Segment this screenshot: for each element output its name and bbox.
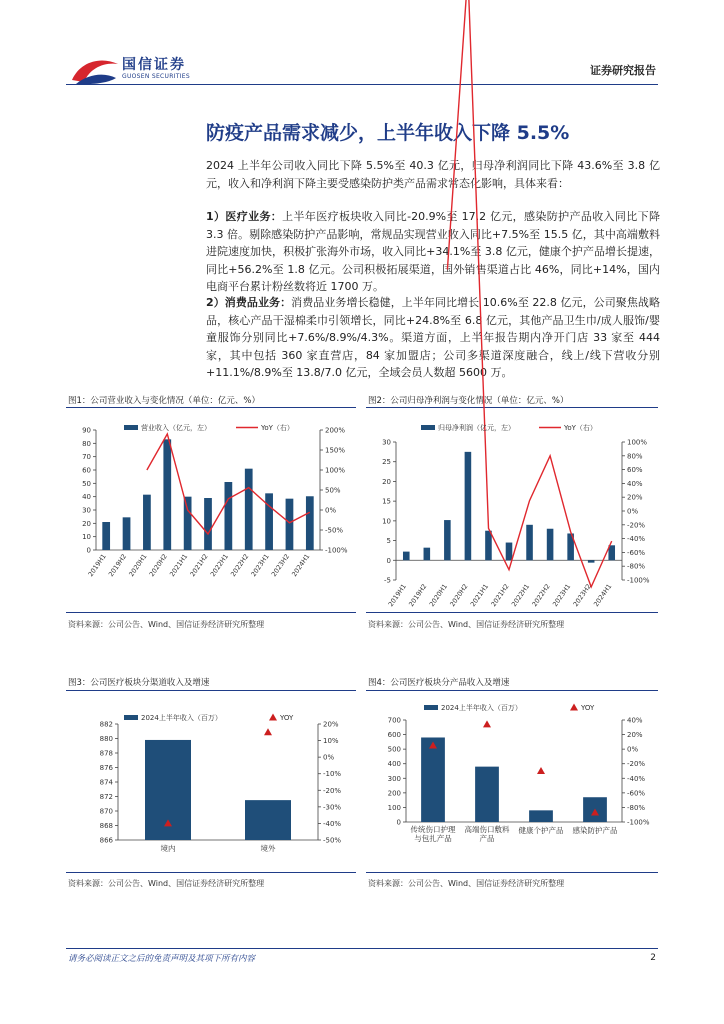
fig2-category-label: 2020H1: [427, 582, 450, 609]
fig4-title: 图4：公司医疗板块分产品收入及增速: [368, 678, 510, 688]
fig1-left-tick-label: 70: [82, 453, 91, 462]
fig1-category-label: 2019H2: [106, 552, 129, 579]
fig1-bar: [143, 495, 151, 550]
fig1-left-tick-label: 90: [82, 426, 91, 435]
fig1-bar: [224, 482, 232, 550]
fig4-yoy-marker: [483, 720, 491, 727]
fig3-right-tick-label: 10%: [323, 737, 339, 746]
fig2-category-label: 2019H1: [386, 582, 408, 609]
fig2-right-tick-label: 80%: [627, 452, 643, 461]
fig2-category-label: 2024H1: [592, 582, 614, 609]
fig3-right-tick-label: -40%: [323, 819, 342, 828]
fig1-bar: [123, 517, 131, 550]
fig3-right-tick-label: -10%: [323, 770, 342, 779]
fig3-title: 图3：公司医疗板块分渠道收入及增速: [68, 678, 210, 688]
paragraph-medical-label: 1）医疗业务：: [206, 210, 283, 223]
fig4-right-tick-label: 0%: [627, 745, 639, 754]
fig4-bottom-rule: [366, 872, 658, 873]
fig4-bar: [529, 810, 553, 822]
fig4-left-tick-label: 400: [387, 760, 401, 769]
fig3-right-tick-label: 20%: [323, 720, 339, 729]
fig2-category-label: 2022H1: [509, 582, 532, 609]
fig1-right-tick-label: -50%: [325, 526, 344, 535]
paragraph-medical: [206, 208, 660, 296]
fig4-legend-marker-label: YOY: [581, 704, 595, 712]
fig3-left-tick-label: 880: [99, 735, 113, 743]
fig4-legend-bar-label: 2024上半年收入（百万）: [441, 704, 522, 712]
fig1-category-label: 2021H1: [168, 552, 190, 579]
paragraph-medical-text: 上半年医疗板块收入同比-20.9%至 17.2 亿元，感染防护产品收入同比下降 3.3 倍。剔除感染防护产品影响，常规品实现营业收入同比+7.5%至 15.5 亿，其中高端敷料进院速度加快，积极扩张海外市场，收入同比+34.1%至 3.8 亿元，健康个护产品增长提速，同比+56.2%至 1.8 亿元。公司积极拓展渠道，国外销售渠道占比 46%，同比+14%，国内电商平台累计粉丝数将近 1700 万。: [206, 210, 660, 294]
fig2-left-tick-label: 5: [386, 537, 391, 546]
fig4-category-label-line2: 与包扎产品: [414, 834, 452, 843]
fig1-bar: [245, 469, 253, 550]
fig1-bar: [286, 499, 294, 550]
fig4-category-label: 健康个护产品: [518, 826, 564, 835]
fig2-bar: [506, 543, 513, 561]
fig3-left-tick-label: 866: [99, 836, 113, 845]
fig2-bar: [588, 560, 595, 562]
fig4-left-tick-label: 600: [387, 731, 401, 740]
company-name-en: GUOSEN SECURITIES: [122, 73, 191, 80]
fig2-left-tick-label: 20: [382, 477, 391, 486]
fig1-bar: [102, 522, 110, 550]
fig3-left-tick-label: 868: [99, 822, 113, 830]
fig4-right-tick-label: -40%: [627, 774, 646, 783]
fig3-legend-marker-label: YOY: [280, 714, 294, 722]
fig2-right-tick-label: 0%: [627, 507, 639, 516]
fig1-bar: [204, 498, 212, 550]
fig4-right-tick-label: -100%: [627, 818, 650, 827]
fig4-category-label-line1: 传统伤口护理: [410, 825, 456, 834]
fig3-right-tick-label: 0%: [323, 753, 335, 762]
report-type: 证券研究报告: [590, 64, 656, 77]
fig2-left-tick-label: 15: [382, 497, 391, 506]
fig2-category-label: 2023H1: [551, 582, 573, 609]
fig2-right-tick-label: 100%: [627, 438, 648, 447]
fig1-legend-line-label: YoY（右）: [261, 424, 294, 432]
fig3-left-tick-label: 878: [99, 749, 113, 758]
fig1-category-label: 2022H1: [208, 552, 231, 579]
fig4-category-label-line1: 高端伤口敷料: [464, 825, 510, 834]
fig1-top-rule: [66, 407, 356, 408]
fig3-left-tick-label: 872: [99, 793, 113, 801]
fig4-left-tick-label: 700: [387, 716, 401, 725]
fig4-left-tick-label: 500: [387, 745, 401, 754]
company-name: 国信证券: [122, 57, 186, 73]
fig1-category-label: 2021H2: [188, 552, 210, 579]
fig1-title: 图1：公司营业收入与变化情况（单位：亿元、%）: [68, 396, 260, 406]
fig4-left-tick-label: 0: [396, 818, 401, 827]
section-title: 防疫产品需求减少，上半年收入下降 5.5%: [206, 122, 570, 144]
fig1-category-label: 2023H2: [269, 552, 292, 579]
fig4-right-tick-label: -60%: [627, 789, 646, 798]
fig2-title: 图2：公司归母净利润与变化情况（单位：亿元、%）: [368, 396, 569, 406]
fig4-right-tick-label: 40%: [627, 716, 643, 725]
fig4-legend-bar-swatch: [424, 705, 438, 710]
fig4-left-tick-label: 200: [387, 789, 401, 798]
fig1-bottom-rule: [66, 612, 356, 613]
fig1-right-tick-label: -100%: [325, 546, 348, 555]
fig4-category-label: 感染防护产品: [572, 826, 618, 835]
fig3-bottom-rule: [66, 872, 356, 873]
paragraph-summary: [206, 157, 660, 192]
fig2-bar: [485, 531, 492, 561]
fig1-legend-bar-label: 营业收入（亿元，左）: [141, 424, 211, 432]
fig3-chart: [66, 694, 356, 869]
fig1-right-tick-label: 50%: [325, 486, 341, 495]
fig1-left-tick-label: 50: [82, 479, 91, 488]
fig3-left-tick-label: 876: [99, 764, 113, 772]
footer-disclaimer: 请务必阅读正文之后的免责声明及其项下所有内容: [68, 954, 256, 964]
fig3-category-label: 境内: [160, 844, 176, 853]
fig2-bottom-rule: [366, 612, 658, 613]
fig4-bar: [475, 767, 499, 822]
fig3-left-tick-label: 874: [99, 778, 113, 787]
fig3-right-tick-label: -20%: [323, 786, 342, 795]
fig1-category-label: 2024H1: [290, 552, 312, 579]
fig3-legend-bar-swatch: [124, 715, 138, 720]
fig2-category-label: 2019H2: [407, 582, 429, 609]
fig2-top-rule: [366, 407, 658, 408]
fig1-legend-bar-swatch: [124, 425, 138, 430]
fig1-right-tick-label: 150%: [325, 446, 346, 455]
fig3-category-label: 境外: [260, 844, 276, 853]
fig3-legend-bar-label: 2024上半年收入（百万）: [141, 714, 222, 722]
fig1-bar: [265, 493, 273, 550]
fig4-left-tick-label: 100: [387, 803, 401, 812]
fig2-chart: [366, 410, 658, 609]
fig2-category-label: 2023H2: [571, 582, 593, 609]
fig4-bar: [421, 737, 445, 822]
fig2-bar: [547, 529, 554, 561]
fig4-right-tick-label: -20%: [627, 760, 646, 769]
fig1-right-tick-label: 200%: [325, 426, 346, 435]
fig1-category-label: 2022H2: [229, 552, 251, 579]
fig1-left-tick-label: 20: [82, 519, 91, 528]
fig1-bar: [184, 497, 192, 550]
fig2-right-tick-label: 20%: [627, 493, 643, 502]
fig4-left-tick-label: 300: [387, 774, 401, 783]
fig1-right-tick-label: 100%: [325, 466, 346, 475]
fig1-left-tick-label: 30: [82, 506, 91, 515]
page-number: 2: [650, 953, 656, 963]
fig4-right-tick-label: -80%: [627, 803, 646, 812]
fig4-yoy-marker: [537, 767, 545, 774]
fig2-left-tick-label: 0: [386, 556, 391, 565]
fig3-left-tick-label: 882: [99, 720, 113, 729]
fig2-right-tick-label: 40%: [627, 479, 643, 488]
fig1-bar: [163, 439, 171, 550]
fig3-top-rule: [66, 690, 356, 691]
fig2-bar: [403, 552, 410, 561]
fig1-left-tick-label: 60: [82, 466, 91, 475]
fig1-category-label: 2020H2: [147, 552, 169, 579]
fig3-right-tick-label: -30%: [323, 803, 342, 812]
fig4-legend-marker-swatch: [570, 704, 578, 711]
fig1-bar: [306, 496, 314, 550]
fig4-top-rule: [366, 690, 658, 691]
fig2-bar: [424, 548, 431, 561]
footer-divider: [66, 948, 658, 949]
fig2-right-tick-label: -20%: [627, 521, 646, 530]
fig2-left-tick-label: 30: [382, 438, 391, 447]
fig3-source: 资料来源：公司公告、Wind、国信证券经济研究所整理: [68, 879, 265, 888]
fig3-yoy-marker: [264, 728, 272, 735]
fig1-left-tick-label: 80: [82, 439, 91, 448]
fig1-source: 资料来源：公司公告、Wind、国信证券经济研究所整理: [68, 620, 265, 629]
fig1-chart: [66, 410, 356, 605]
fig4-chart: [366, 694, 658, 869]
fig2-right-tick-label: 60%: [627, 466, 643, 475]
fig2-bar: [526, 525, 533, 560]
fig1-left-tick-label: 40: [82, 493, 91, 502]
fig2-legend-line-label: YoY（右）: [564, 424, 597, 432]
fig2-category-label: 2022H2: [530, 582, 552, 609]
paragraph-consumer-text: 消费品业务增长稳健，上半年同比增长 10.6%至 22.8 亿元，公司聚焦战略品，核心产品干湿棉柔巾引领增长，同比+24.8%至 6.8 亿元，其他产品卫生巾/成人服饰/婴童服饰分别同比+7.6%/8.9%/4.3%。渠道方面，上半年报告期内净开门店 33 家至 444 家，其中包括 360 家直营店，84 家加盟店；公司多渠道深度融合，线上/线下营收分别+11.1%/8.9%至 13.8/7.0 亿元，全域会员人数超 5600 万。: [206, 296, 660, 380]
fig4-category-label-line2: 产品: [479, 834, 495, 843]
fig3-legend-marker-swatch: [269, 714, 277, 721]
fig2-category-label: 2021H1: [468, 582, 491, 609]
paragraph-summary-text: 2024 上半年公司收入同比下降 5.5%至 40.3 亿元，归母净利润同比下降 43.6%至 3.8 亿元，收入和净利润下降主要受感染防护类产品需求常态化影响，具体来看：: [206, 159, 660, 190]
fig1-category-label: 2023H1: [249, 552, 271, 579]
fig1-right-tick-label: 0%: [325, 506, 337, 515]
fig3-bar: [245, 800, 291, 840]
fig2-right-tick-label: -80%: [627, 562, 646, 571]
fig2-category-label: 2021H2: [489, 582, 511, 609]
fig2-source: 资料来源：公司公告、Wind、国信证券经济研究所整理: [368, 620, 565, 629]
fig2-bar: [444, 520, 451, 560]
fig1-category-label: 2019H1: [86, 552, 108, 579]
fig2-right-tick-label: -60%: [627, 548, 646, 557]
fig2-legend-bar-label: 归母净利润（亿元，左）: [438, 424, 515, 432]
fig1-left-tick-label: 0: [86, 546, 91, 555]
fig3-right-tick-label: -50%: [323, 836, 342, 845]
fig4-right-tick-label: 20%: [627, 731, 643, 740]
fig2-category-label: 2020H2: [448, 582, 470, 609]
fig2-bar: [465, 452, 472, 560]
paragraph-consumer-label: 2）消费品业务：: [206, 296, 292, 309]
fig2-right-tick-label: -100%: [627, 576, 650, 585]
fig2-left-tick-label: 25: [382, 458, 391, 467]
fig1-category-label: 2020H1: [127, 552, 149, 579]
fig2-legend-bar-swatch: [421, 425, 435, 430]
header-divider: [66, 84, 658, 85]
paragraph-consumer: [206, 294, 660, 382]
fig2-left-tick-label: -5: [384, 576, 391, 585]
fig2-right-tick-label: -40%: [627, 535, 646, 544]
fig4-source: 资料来源：公司公告、Wind、国信证券经济研究所整理: [368, 879, 565, 888]
fig2-left-tick-label: 10: [382, 517, 391, 526]
fig3-left-tick-label: 870: [99, 807, 113, 816]
fig1-left-tick-label: 10: [82, 533, 91, 542]
